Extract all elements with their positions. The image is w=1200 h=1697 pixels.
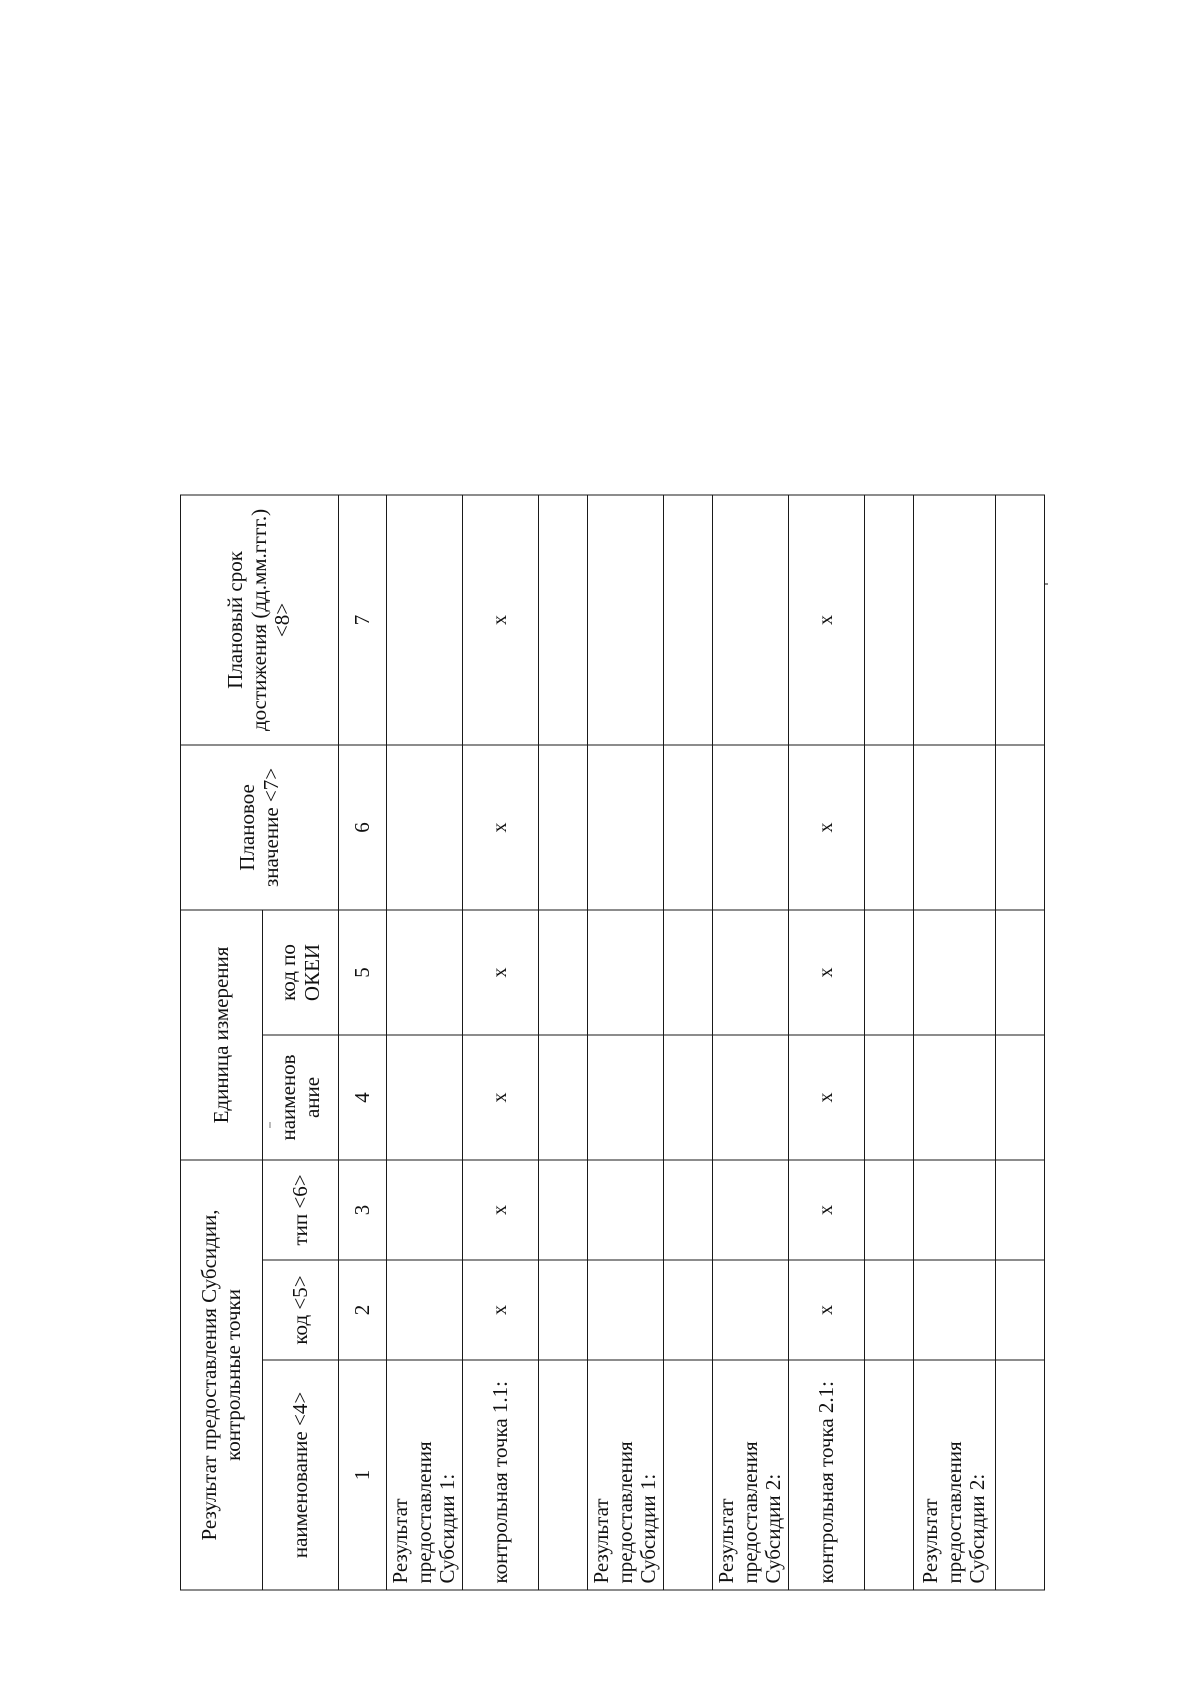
row-name <box>996 1360 1045 1590</box>
row-unit-name: x <box>789 1034 865 1159</box>
row-code <box>865 1260 914 1360</box>
table-row <box>789 494 865 1589</box>
row-type <box>588 1159 664 1259</box>
row-date <box>713 494 789 744</box>
row-name <box>664 1360 713 1590</box>
row-type: x <box>789 1159 865 1259</box>
row-type <box>865 1159 914 1259</box>
row-unit-name <box>588 1034 664 1159</box>
scan-speck <box>1045 583 1048 585</box>
column-number-row <box>339 494 387 1589</box>
row-value <box>914 744 996 909</box>
row-name <box>539 1360 588 1590</box>
table-row <box>539 494 588 1589</box>
row-value <box>713 744 789 909</box>
table-row <box>865 494 914 1589</box>
row-okei <box>664 909 713 1034</box>
row-value <box>664 744 713 909</box>
header-okei: код по ОКЕИ <box>263 909 339 1034</box>
row-name: Результат предоставления Субсидии 1: <box>387 1360 463 1590</box>
row-value <box>588 744 664 909</box>
row-type <box>539 1159 588 1259</box>
row-date <box>865 494 914 744</box>
row-value <box>996 744 1045 909</box>
row-type <box>713 1159 789 1259</box>
column-number: 2 <box>339 1260 387 1360</box>
row-type: x <box>463 1159 539 1259</box>
row-type <box>664 1159 713 1259</box>
row-date <box>539 494 588 744</box>
table-row <box>387 494 463 1589</box>
row-code <box>539 1260 588 1360</box>
row-okei: x <box>463 909 539 1034</box>
row-unit-name <box>914 1034 996 1159</box>
header-plan-date: Плановый срок достижения (дд.мм.гггг.) <8> <box>181 494 339 744</box>
row-okei <box>588 909 664 1034</box>
row-value <box>539 744 588 909</box>
header-result-group: Результат предоставления Субсидии, контрольные точки <box>181 1159 263 1589</box>
row-code <box>664 1260 713 1360</box>
table-row <box>914 494 996 1589</box>
row-code <box>996 1260 1045 1360</box>
table-row <box>664 494 713 1589</box>
row-unit-name: x <box>463 1034 539 1159</box>
row-date <box>914 494 996 744</box>
row-okei <box>996 909 1045 1034</box>
row-unit-name <box>713 1034 789 1159</box>
row-date: x <box>789 494 865 744</box>
column-number: 1 <box>339 1360 387 1590</box>
row-name: контрольная точка 2.1: <box>789 1360 865 1590</box>
column-number: 3 <box>339 1159 387 1259</box>
header-unit-name: наименов ание <box>263 1034 339 1159</box>
row-name: Результат предоставления Субсидии 1: <box>588 1360 664 1590</box>
row-name <box>865 1360 914 1590</box>
column-number: 5 <box>339 909 387 1034</box>
table-row <box>713 494 789 1589</box>
results-table <box>180 494 1045 1590</box>
row-name: Результат предоставления Субсидии 2: <box>914 1360 996 1590</box>
row-value: x <box>789 744 865 909</box>
row-date <box>588 494 664 744</box>
row-name: контрольная точка 1.1: <box>463 1360 539 1590</box>
column-number: 7 <box>339 494 387 744</box>
row-okei <box>539 909 588 1034</box>
column-number: 4 <box>339 1034 387 1159</box>
header-name: наименование <4> <box>263 1360 339 1590</box>
row-code <box>713 1260 789 1360</box>
row-unit-name <box>387 1034 463 1159</box>
row-code <box>588 1260 664 1360</box>
header-plan-value: Плановое значение <7> <box>181 744 339 909</box>
row-type <box>914 1159 996 1259</box>
row-value: x <box>463 744 539 909</box>
row-date <box>387 494 463 744</box>
column-number: 6 <box>339 744 387 909</box>
table-row <box>588 494 664 1589</box>
row-unit-name <box>996 1034 1045 1159</box>
row-unit-name <box>865 1034 914 1159</box>
row-okei <box>914 909 996 1034</box>
row-code <box>387 1260 463 1360</box>
row-okei: x <box>789 909 865 1034</box>
table-row <box>996 494 1045 1589</box>
row-date <box>664 494 713 744</box>
table-row <box>463 494 539 1589</box>
row-type <box>996 1159 1045 1259</box>
header-code: код <5> <box>263 1260 339 1360</box>
row-name: Результат предоставления Субсидии 2: <box>713 1360 789 1590</box>
row-value <box>387 744 463 909</box>
row-code: x <box>463 1260 539 1360</box>
row-unit-name <box>664 1034 713 1159</box>
row-value <box>865 744 914 909</box>
header-unit-group: Единица измерения <box>181 909 263 1159</box>
row-okei <box>387 909 463 1034</box>
row-okei <box>713 909 789 1034</box>
row-code <box>914 1260 996 1360</box>
row-type <box>387 1159 463 1259</box>
header-row-1 <box>181 494 263 1589</box>
header-type: тип <6> <box>263 1159 339 1259</box>
row-unit-name <box>539 1034 588 1159</box>
row-date: x <box>463 494 539 744</box>
row-code: x <box>789 1260 865 1360</box>
row-okei <box>865 909 914 1034</box>
row-date <box>996 494 1045 744</box>
rotated-table-wrapper <box>180 495 998 1590</box>
